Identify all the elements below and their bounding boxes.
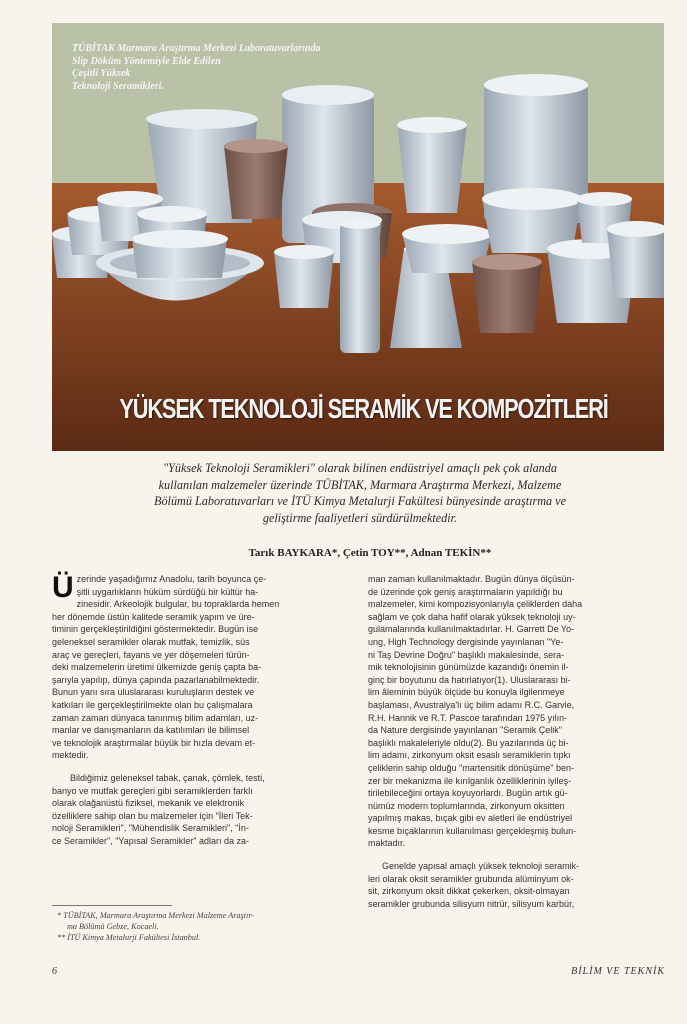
text-line: tirilebileceğini ortaya koyuyorlardı. Bugün artık gü- [368,788,568,799]
text-line: nümüz modern toplumlarında, zirkonyum oksitten [368,800,565,811]
text-line: ginç bir boyutunu da hatırlatıyor(1). Uluslararası bi- [368,674,571,685]
text-line: timinin gerçekleştirildiğini göstermektedir. Bugün ise [52,624,259,635]
footnotes [57,910,347,943]
body-paragraph [52,772,322,848]
text-line: da Nature dergisinde yayınlanan "Seramik Çelik" [368,725,562,736]
text-line: çeliklerin sahip olduğu "martensitik dönüşüme" ben- [368,762,574,773]
text-line: leri olarak oksit seramikler grubunda alüminyum ok- [368,873,574,884]
text-line: mektedir. [52,750,89,761]
journal-name: BİLİM VE TEKNİK [571,966,665,977]
ceramics-photo [52,23,664,451]
text-line: maktadır. [368,838,406,849]
text-line: ve teknolojik araştırmalar büyük bir hızla devam et- [52,737,256,748]
text-line: sağlam ve çok daha hafif olarak yüksek teknoloji uy- [368,611,576,622]
lead-line: Bölümü Laboratuvarları ve İTÜ Kimya Metalurji Fakültesi bünyesinde araştırma ve [154,494,566,508]
photo-caption [72,43,432,93]
text-line: her dönemde üstün kalitede seramik yapım ve üre- [52,611,255,622]
text-line: şitli uygarlıkların hüküm sürdüğü bir kültür ha- [76,586,259,597]
caption-line: Çeşitli Yüksek [72,68,131,79]
text-line: seramikler grubunda silisyum nitrür, silisyum karbür, [368,898,575,909]
right-column [368,573,666,920]
text-line: olarak olağanüstü fiziksel, mekanik ve elektronik [52,798,245,809]
text-line: başlıklı makaleleriyle oldu(2). Bu yazılarında üç bi- [368,737,569,748]
footnote-line: ma Bölümü Gebze, Kocaeli. [67,922,159,931]
lead-line: geliştirme faaliyetleri sürdürülmektedir. [262,510,458,525]
text-line: şarıyla yapılıp, dünya çapında pazarlanabilmektedir. [52,674,260,685]
text-line: zaman zaman dünyaca tanınmış bilim adamları, uz- [52,712,259,723]
text-line: başlaması, Avustralya'lı üç bilim adamı R.C. Garvie, [368,699,575,710]
text-line: mik teknolojisinin günümüzde kazandığı önemin il- [368,662,569,673]
text-line: katkıları ile gerçekleştirilmekte olan bu çalışmalara [52,699,253,710]
text-line: banyo ve mutfak gereçleri gibi seramiklerden farklı [52,785,253,796]
footnote-divider [52,905,172,906]
text-line: zerinde yaşadığımız Anadolu, tarih boyunca çe- [76,574,267,584]
text-line: ni Taş Devrine Doğru" başlıklı makalesinde, sera- [368,649,565,660]
text-line: Bildiğimiz geleneksel tabak, çanak, çömlek, testi, [70,772,265,783]
text-line: deki malzemelerin üretimi ülkemizde geniş çapta ba- [52,662,262,673]
body-paragraph [368,573,666,850]
lead-line: kullanılan malzemeler üzerinde TÜBİTAK, Marmara Araştırma Merkezi, Malzeme [158,477,562,492]
body-paragraph [52,573,322,762]
footnote-line: * TÜBİTAK, Marmara Araştırma Merkezi Malzeme Araştır- [57,911,255,920]
text-line: geleneksel seramikler olarak mutfak, temizlik, süs [52,636,250,647]
drop-cap: Ü [52,571,74,604]
text-line: de üzerinde çok geniş araştırmaların yapıldığı bu [368,586,563,597]
text-line: Genelde yapısal amaçlı yüksek teknoloji seramik- [382,861,580,872]
text-line: lim âleminin büyük ölçüde bu konuyla ilgilenmeye [368,687,565,698]
text-line: R.H. Hannik ve R.T. Pascoe tarafından 1975 yılın- [368,712,568,723]
footnote-line: ** İTÜ Kimya Metalurji Fakültesi İstanbul. [57,933,201,942]
text-line: özelliklere sahip olan bu malzemeler için "İleri Tek- [52,810,253,821]
text-line: man zaman kullanılmaktadır. Bugün dünya ölçüsün- [368,574,575,584]
page-number: 6 [52,966,57,977]
left-column [52,573,322,857]
text-line: Bunun yanı sıra uluslararası kuruluşların destek ve [52,687,255,698]
text-line: noloji Seramikleri", "Mühendislik Seramikleri", "İn- [52,823,249,834]
article-headline: YÜKSEK TEKNOLOJİ SERAMİK VE KOMPOZİTLERİ [119,393,608,424]
text-line: sit, zirkonyum oksit dikkat çekerken, oksit-olmayan [368,886,570,897]
caption-line: TÜBİTAK Marmara Araştırma Merkezi Laboratuvarlarında [72,43,321,54]
caption-line: Slip Döküm Yöntemiyle Elde Edilen [72,55,221,67]
text-line: lim adamı, zirkonyum oksit esaslı seramiklerin tıpkı [368,750,571,761]
text-line: gulamalarında kullanılmaktadırlar. H. Garrett De Yo- [368,624,575,635]
text-line: kesme bıçaklarının kullanılması gerçekleşmiş bulun- [368,825,577,836]
author-list: Tarık BAYKARA*, Çetin TOY**, Adnan TEKİN** [248,547,492,559]
text-line: ce Seramikler", "Yapısal Seramikler" adları da za- [52,835,249,846]
lead-paragraph [80,460,640,526]
text-line: zer bir mekanizma ile kırılganlık özelliklerinin iyileş- [368,775,572,786]
text-line: ung, High Technology dergisinde yayınlanan "Ye- [368,636,564,647]
text-line: manlar ve danışmanların da katılımları ile bilimsel [52,725,250,736]
text-line: araç ve gereçleri, fayans ve yer döşemeleri türün- [52,649,250,660]
text-line: malzemeler, kimi kompozisyonlarıyla çeliklerden daha [368,599,583,610]
text-line: zinesidir. Arkeolojik bulgular, bu topraklarda hemen [76,599,280,610]
body-paragraph [368,860,666,910]
lead-line: "Yüksek Teknoloji Seramikleri" olarak bilinen endüstriyel amaçlı pek çok alanda [163,461,557,475]
text-line: yapılmış makas, bıçak gibi ev aletleri ile endüstriyel [368,813,573,824]
caption-line: Teknoloji Seramikleri. [72,80,164,92]
